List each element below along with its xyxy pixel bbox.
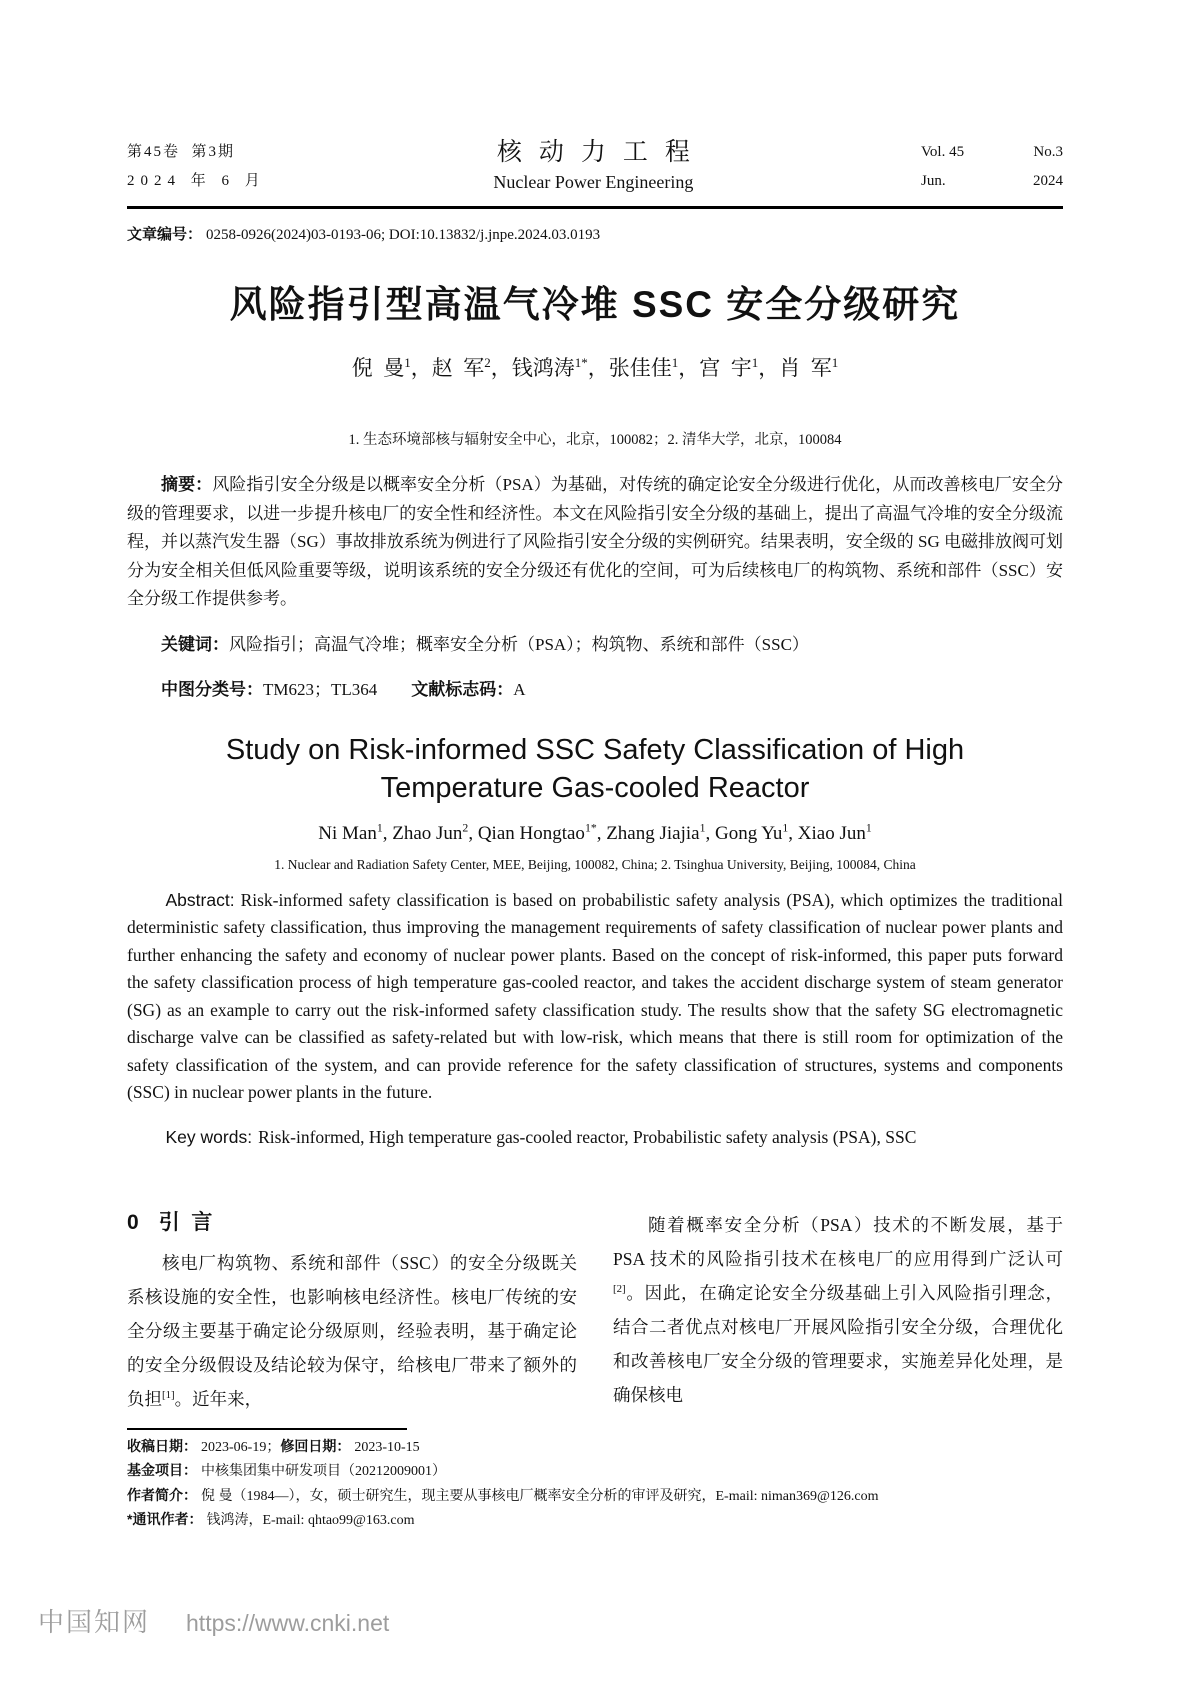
year-en: 2024 [1033,173,1063,189]
author-name: Gong Yu [714,822,783,844]
journal-title-en: Nuclear Power Engineering [493,172,694,192]
author-name: Zhao Jun [392,822,463,844]
author-affiliation-mark: 1 [699,821,706,835]
abstract-cn-text: 风险指引安全分级是以概率安全分析（PSA）为基础，对传统的确定论安全分级进行优化，从而改善核电厂安全分级的管理要求，以进一步提升核电厂的安全性和经济性。本文在风险指引安全分级的基础上，提出了高温气冷堆的安全分级流程，并以蒸汽发生器（SG）事故排放系统为例进行了风险指引安全分级的实例研究。结果表明，安全级的 SG 电磁排放阀可划分为安全相关但低风险重要等级，说明该系统的安全分级还有优化的空间，可为后续核电厂的构筑物、系统和部件（SSC）安全分级工作提供参考。 [127,475,1064,608]
author-separator: ， [410,356,432,380]
left-column [127,1208,577,1416]
affiliation-en: 1. Nuclear and Radiation Safety Center, MEE, Beijing, 100082, China; 2. Tsinghua University, Beijing, 100084, China [274,856,916,872]
intro-paragraph-left [127,1246,577,1416]
revised-date: 2023-10-15 [354,1439,420,1455]
intro-left-text: 核电厂构筑物、系统和部件（SSC）的安全分级既关系核设施的安全性，也影响核电经济性。核电厂传统的安全分级主要基于确定论分级原则，经验表明，基于确定论的安全分级假设及结论较为保守，给核电厂带来了额外的负担 [127,1252,577,1409]
intro-left-text-tail: 。近年来， [174,1388,263,1409]
volume-en: Vol. 45 [921,144,965,160]
clc-line [127,676,1063,705]
author-affiliation-mark: 1 [671,355,679,370]
fund-text: 中核集团集中研发项目（20212009001） [201,1464,446,1479]
abstract-cn-label: 摘要： [161,475,213,494]
right-column [613,1208,1063,1416]
section-title: 引 言 [158,1210,213,1234]
author-affiliation-mark: 1 [376,821,383,835]
doc-code-value: A [513,680,526,699]
author-name: 宫 宇 [699,356,752,380]
keywords-en-text: Risk-informed, High temperature gas-cooled reactor, Probabilistic safety analysis (PSA), SSC [258,1127,917,1147]
author-separator: ， [587,356,609,380]
doc-code-label: 文献标志码： [411,680,514,699]
author-separator: , [705,822,715,844]
author-affiliation-mark: 1 [782,821,789,835]
corresponding-author-label: *通讯作者： [127,1511,203,1527]
page-content [127,138,1063,1533]
author-affiliation-mark: 2 [484,355,491,370]
keywords-en-label: Key words: [165,1127,253,1147]
article-title-cn: 风险指引型高温气冷堆 SSC 安全分级研究 [229,284,961,325]
intro-right-text-tail: 。因此，在确定论安全分级基础上引入风险指引理念，结合二者优点对核电厂开展风险指引安全分级，合理优化和改善核电厂安全分级的管理要求，实施差异化处理，是确保核电 [613,1282,1063,1405]
revised-date-label: 修回日期： [280,1437,351,1454]
journal-title-cn: 核动力工程 [496,139,707,166]
author-name: Ni Man [318,822,377,844]
author-separator: , [788,822,798,844]
cnki-url-link[interactable]: https://www.cnki.net [186,1610,390,1636]
article-title-en: Study on Risk-informed SSC Safety Classification of High Temperature Gas-cooled Reactor [225,733,965,804]
cnki-watermark [38,1602,389,1639]
abstract-en-text: Risk-informed safety classification is based on probabilistic safety analysis (PSA), which optimizes the traditional deterministic safety classification, thus improving the management requirements of safety classification of nuclear power plants and further enhancing the safety and economy of nuclear power plants. Based on the concept of risk-informed, this paper puts forward the safety classification process of high temperature gas-cooled reactor, and takes the accident discharge system of steam generator (SG) as an example to carry out the risk-informed safety classification study. The results show that the safety SG electromagnetic discharge valve can be classified as safety-related but with low-risk, which means that there is still room for optimization of the safety classification of the system, and can provide reference for the safety classification of structures, systems and components (SSC) in nuclear power plants in the future. [127,889,1063,1102]
footnote-dates [127,1435,1063,1460]
date-en [921,167,1063,196]
received-date: 2023-06-19； [201,1439,281,1455]
abstract-cn [127,471,1063,614]
author-name: 倪 曼 [351,356,405,380]
received-date-label: 收稿日期： [127,1437,197,1454]
masthead-left [127,138,266,196]
author-separator: ， [758,356,780,380]
masthead-center [480,138,707,195]
author-affiliation-mark: 1 [831,355,839,370]
intro-paragraph-right [613,1208,1063,1412]
author-name: 钱鸿涛 [511,356,575,380]
article-id-label: 文章编号： [127,226,203,243]
footnote-block [127,1428,1063,1533]
keywords-cn-text: 风险指引；高温气冷堆；概率安全分析（PSA）；构筑物、系统和部件（SSC） [229,634,809,654]
author-affiliation-mark: 2 [462,821,469,835]
journal-masthead [127,138,1063,196]
intro-right-text: 随着概率安全分析（PSA）技术的不断发展，基于 PSA 技术的风险指引技术在核电厂的应用得到广泛认可 [613,1214,1063,1269]
cnki-site-name: 中国知网 [38,1608,151,1637]
abstract-en-label: Abstract: [165,889,235,910]
footnote-rule [127,1428,407,1430]
month-en: Jun. [921,173,946,189]
article-id-value: 0258-0926(2024)03-0193-06; DOI:10.13832/j.jnpe.2024.03.0193 [206,227,601,243]
corresponding-author-text: 钱鸿涛，E-mail: qhtao99@163.com [206,1513,415,1528]
fund-label: 基金项目： [127,1462,197,1478]
abstract-en [127,887,1063,1107]
author-bio-text: 倪 曼（1984—），女，硕士研究生，现主要从事核电厂概率安全分析的审评及研究，E-mail: niman369@126.com [201,1488,879,1504]
author-bio-label: 作者简介： [127,1486,197,1503]
author-separator: ， [490,356,512,380]
author-name: Qian Hongtao [477,822,585,844]
article-id-line [127,223,1063,244]
author-name: Xiao Jun [797,822,866,844]
author-separator: ， [678,356,700,380]
author-name: Zhang Jiajia [606,822,700,844]
keywords-cn [127,631,1063,660]
issue-en: No.3 [1033,144,1063,160]
reference-mark: [1] [162,1388,175,1401]
footnote-bio [127,1484,1063,1509]
date-cn: 2024 年 6 月 [127,173,266,189]
footnote-fund [127,1459,1063,1484]
author-name: 肖 军 [779,356,832,380]
authors-cn [127,352,1063,382]
affiliation-cn: 1. 生态环境部核与辐射安全中心，北京，100082；2. 清华大学，北京，100084 [348,432,842,448]
author-separator: , [468,822,478,844]
keywords-en [127,1124,1063,1152]
clc-value: TM623；TL364 [263,680,378,699]
author-name: 赵 军 [431,356,485,380]
author-affiliation-mark: 1* [574,355,588,370]
author-affiliation-mark: 1 [865,821,872,835]
clc-label: 中图分类号： [161,680,263,699]
masthead-right [921,138,1063,196]
authors-en [127,823,1063,845]
author-affiliation-mark: 1* [584,821,597,835]
two-column-body [127,1208,1063,1416]
author-affiliation-mark: 1 [404,355,411,370]
masthead-rule [127,206,1063,209]
author-separator: , [382,822,393,844]
section-number: 0 [127,1210,139,1234]
section-heading-intro [127,1208,577,1238]
volume-issue-cn: 第45卷 第3期 [127,144,236,160]
author-name: 张佳佳 [608,356,672,380]
keywords-cn-label: 关键词： [161,634,229,654]
footnote-corresponding [127,1508,1063,1533]
author-affiliation-mark: 1 [751,355,759,370]
reference-mark: [2] [613,1282,626,1295]
volume-issue-en [921,138,1063,167]
author-separator: , [596,822,607,844]
